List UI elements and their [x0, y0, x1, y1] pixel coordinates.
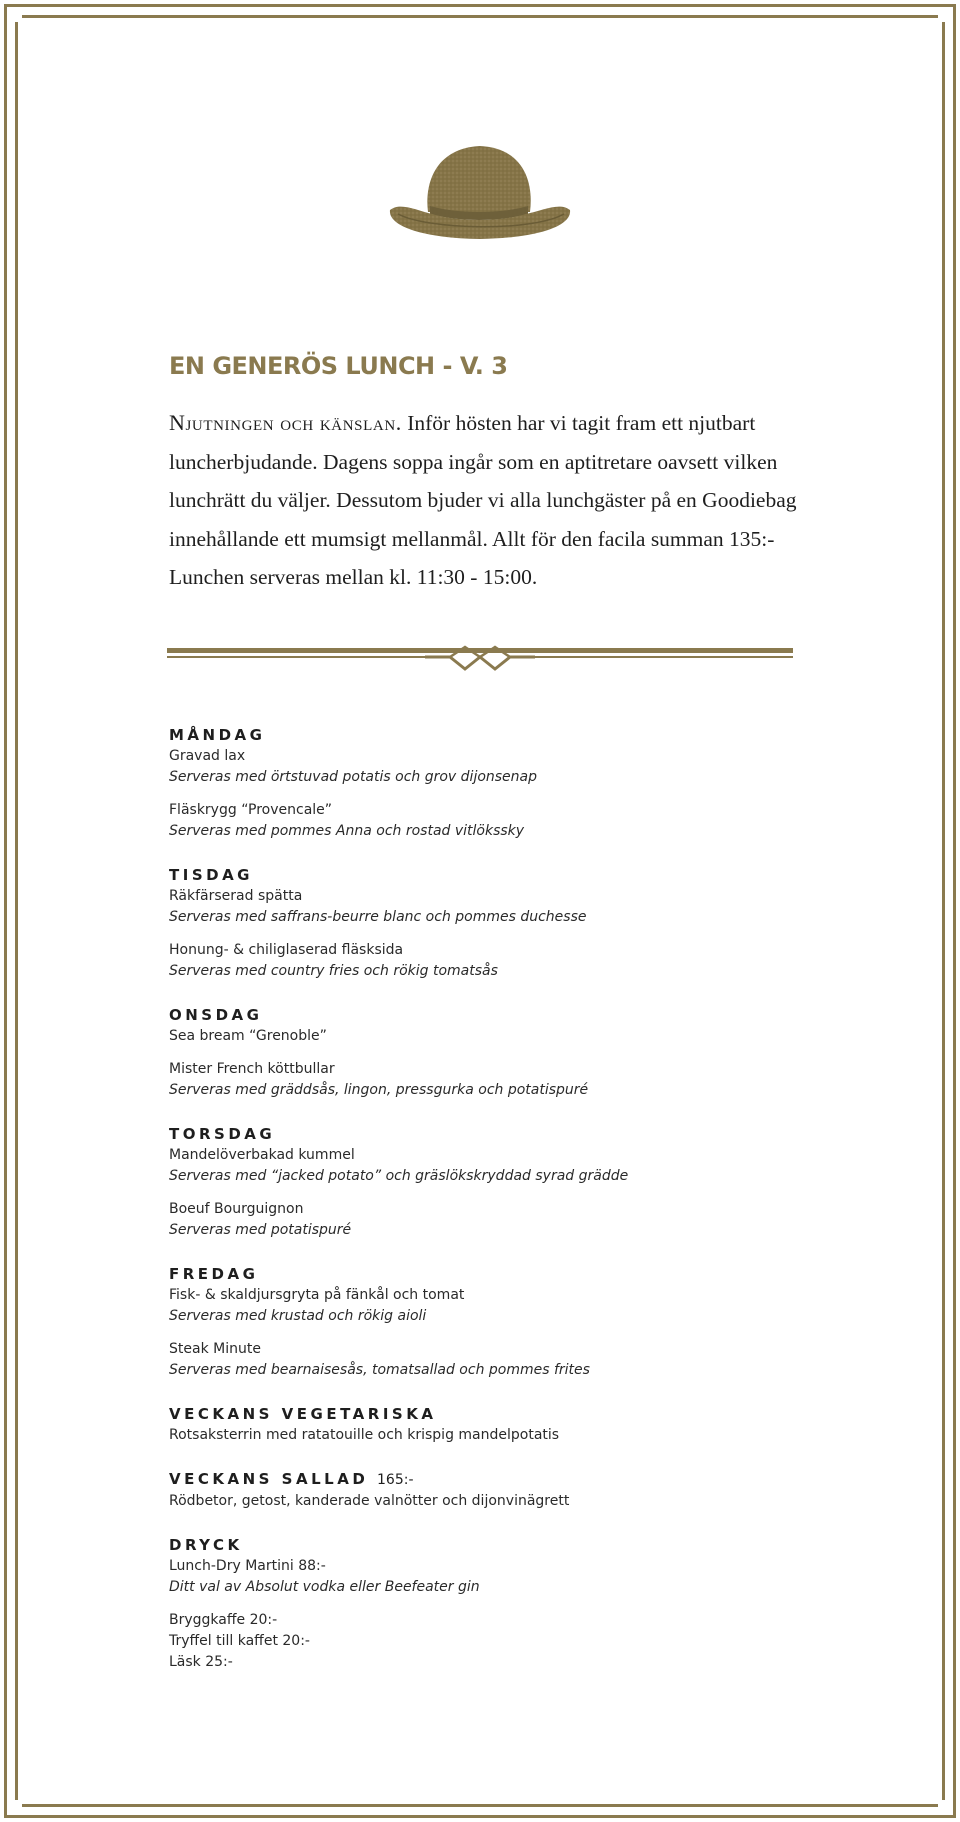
corner-ornament-br	[938, 1800, 960, 1822]
section-tuesday	[169, 864, 889, 982]
intro-paragraph	[169, 404, 809, 597]
dish-description: Serveras med pommes Anna och rostad vitlökssky	[169, 823, 525, 839]
menu-item	[169, 1145, 889, 1187]
ornament-divider-icon	[167, 645, 793, 671]
corner-ornament-bl	[0, 1800, 22, 1822]
drink-martini-description: Ditt val av Absolut vodka eller Beefeater gin	[169, 1579, 480, 1595]
salad-price: 165:-	[377, 1472, 414, 1488]
dish-description: Serveras med örtstuvad potatis och grov dijonsenap	[169, 769, 538, 785]
section-drinks	[169, 1534, 889, 1673]
menu-heading: EN GENERÖS LUNCH - V. 3	[169, 352, 508, 380]
menu-item	[169, 1285, 889, 1327]
dish-name: Honung- & chiliglaserad fläsksida	[169, 942, 404, 958]
section-title-text: VECKANS SALLAD	[169, 1470, 369, 1488]
section-title: TISDAG	[169, 866, 253, 884]
section-title: VECKANS VEGETARISKA	[169, 1405, 437, 1423]
section-thursday	[169, 1123, 889, 1241]
bowler-hat-icon	[388, 140, 572, 244]
dish-name: Rotsaksterrin med ratatouille och krispig mandelpotatis	[169, 1427, 560, 1443]
dish-name: Rödbetor, getost, kanderade valnötter och dijonvinägrett	[169, 1493, 570, 1509]
drink-truffle: Tryffel till kaffet 20:-	[169, 1633, 310, 1649]
dish-name: Fisk- & skaldjursgryta på fänkål och tomat	[169, 1287, 465, 1303]
corner-ornament-tr	[938, 0, 960, 22]
menu-item	[169, 1199, 889, 1241]
menu-item	[169, 1339, 889, 1381]
dish-name: Gravad lax	[169, 748, 246, 764]
dish-name: Mister French köttbullar	[169, 1061, 335, 1077]
dish-name: Steak Minute	[169, 1341, 261, 1357]
menu-item	[169, 746, 889, 788]
drink-coffee: Bryggkaffe 20:-	[169, 1612, 278, 1628]
weekly-menu	[169, 724, 889, 1695]
section-title: FREDAG	[169, 1265, 259, 1283]
section-monday	[169, 724, 889, 842]
dish-description: Serveras med krustad och rökig aioli	[169, 1308, 427, 1324]
menu-item	[169, 1425, 889, 1446]
section-wednesday	[169, 1004, 889, 1101]
intro-body: Inför hösten har vi tagit fram ett njutbart luncherbjudande. Dagens soppa ingår som en aptitretare oavsett vilken lunchrätt du väljer. Dessutom bjuder vi alla lunchgäster på en Goodiebag innehållande ett mumsigt mellanmål. Allt för den facila summan 135:- Lunchen serveras mellan kl. 11:30 - 15:00.	[169, 411, 797, 589]
dish-name: Boeuf Bourguignon	[169, 1201, 304, 1217]
section-title: TORSDAG	[169, 1125, 276, 1143]
section-title	[169, 1468, 889, 1491]
section-salad	[169, 1468, 889, 1512]
section-title: ONSDAG	[169, 1006, 263, 1024]
drink-soda: Läsk 25:-	[169, 1654, 233, 1670]
dish-description: Serveras med saffrans-beurre blanc och pommes duchesse	[169, 909, 587, 925]
dish-name: Räkfärserad spätta	[169, 888, 303, 904]
menu-item	[169, 886, 889, 928]
section-title: DRYCK	[169, 1536, 243, 1554]
dish-description: Serveras med country fries och rökig tomatsås	[169, 963, 498, 979]
dish-name: Mandelöverbakad kummel	[169, 1147, 355, 1163]
dish-description: Serveras med “jacked potato” och gräslökskryddad syrad grädde	[169, 1168, 629, 1184]
menu-item	[169, 1610, 889, 1673]
dish-description: Serveras med gräddsås, lingon, pressgurka och potatispuré	[169, 1082, 589, 1098]
section-friday	[169, 1263, 889, 1381]
corner-ornament-tl	[0, 0, 22, 22]
dish-description: Serveras med potatispuré	[169, 1222, 352, 1238]
menu-item	[169, 1491, 889, 1512]
menu-item	[169, 1059, 889, 1101]
section-vegetarian	[169, 1403, 889, 1446]
menu-item	[169, 940, 889, 982]
menu-item	[169, 1556, 889, 1598]
section-title: MÅNDAG	[169, 726, 266, 744]
intro-lead: Njutningen och känslan.	[169, 410, 402, 435]
menu-item	[169, 800, 889, 842]
menu-item	[169, 1026, 889, 1047]
dish-name: Fläskrygg “Provencale”	[169, 802, 333, 818]
dish-description: Serveras med bearnaisesås, tomatsallad och pommes frites	[169, 1362, 590, 1378]
drink-martini: Lunch-Dry Martini 88:-	[169, 1558, 326, 1574]
dish-name: Sea bream “Grenoble”	[169, 1028, 327, 1044]
